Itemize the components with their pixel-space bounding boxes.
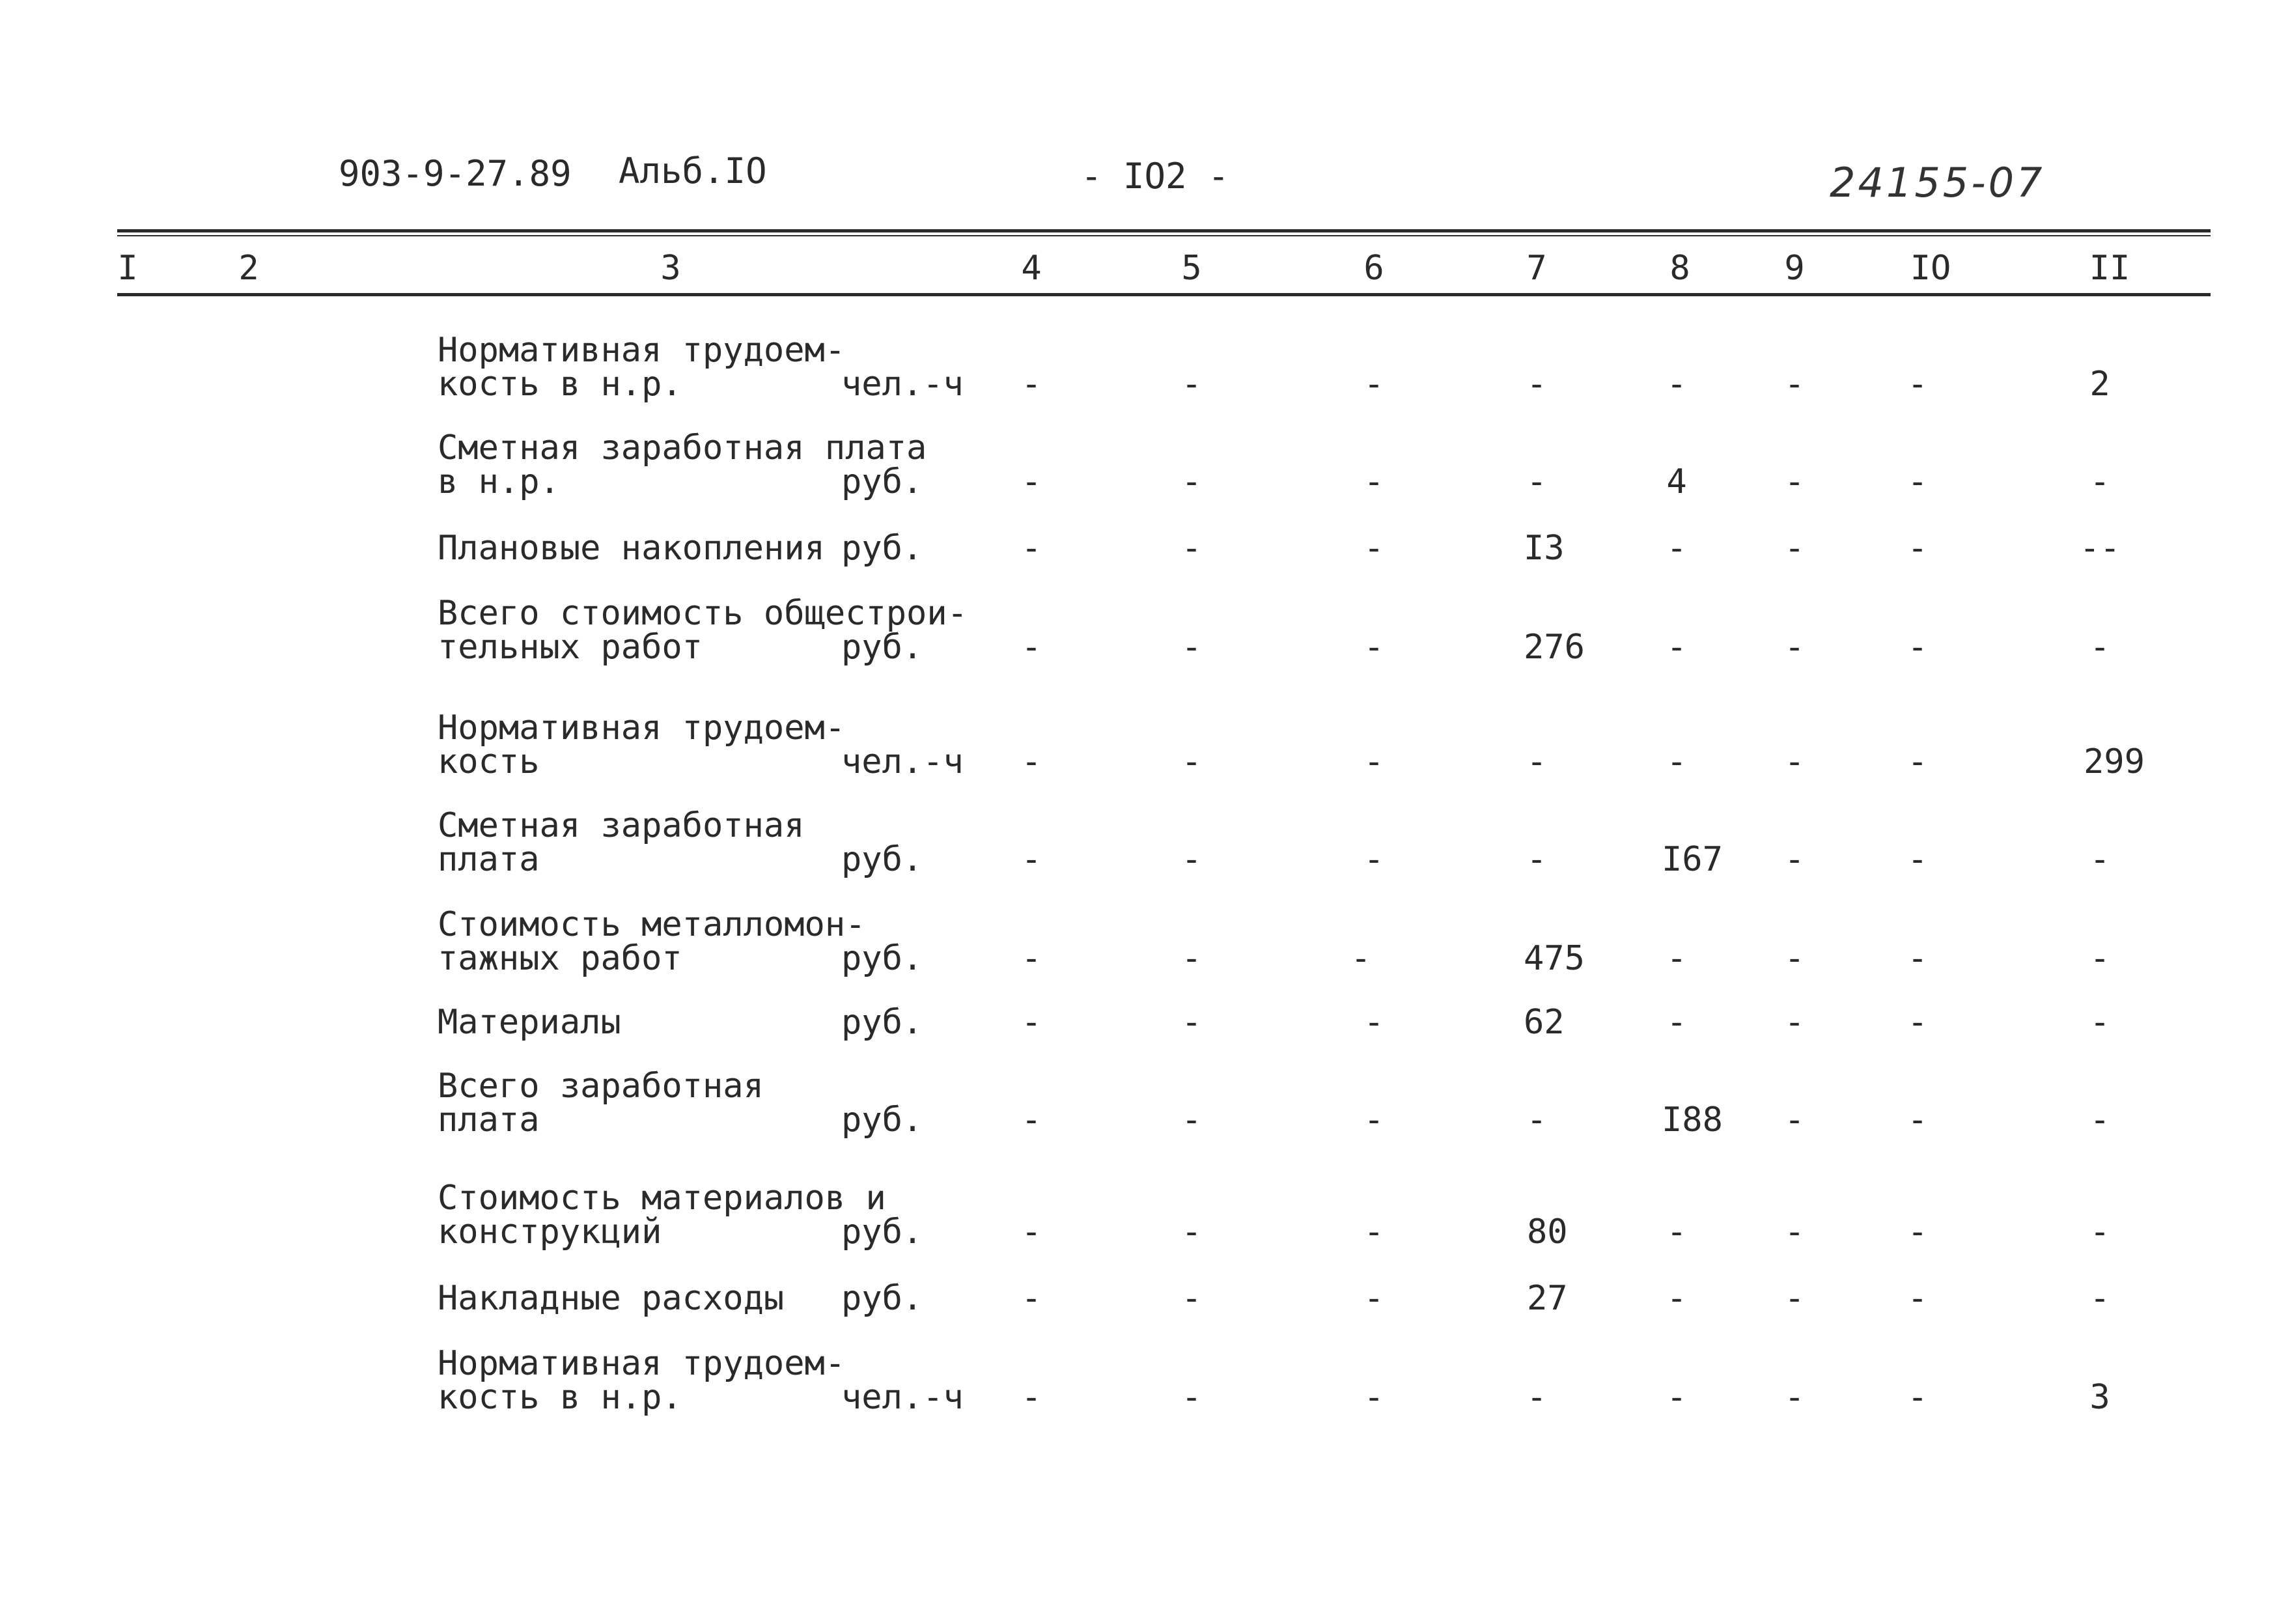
cell-col9: - (1784, 1003, 1805, 1042)
cell-col9: - (1784, 1100, 1805, 1140)
row-description-line1: Всего заработная (438, 1067, 764, 1106)
cell-col11: 2 (2089, 365, 2110, 404)
row-unit: руб. (841, 1279, 923, 1318)
cell-col9: - (1784, 742, 1805, 781)
cell-col11: - (2089, 1212, 2110, 1252)
column-number: 8 (1669, 249, 1690, 288)
cell-col5: - (1181, 1003, 1202, 1042)
row-description-line2: кость (438, 742, 540, 781)
row-unit: руб. (841, 1003, 923, 1042)
cell-col7: - (1526, 840, 1547, 879)
cell-col7: - (1526, 1100, 1547, 1140)
cell-col6: - (1363, 462, 1384, 501)
cell-col5: - (1181, 1100, 1202, 1140)
cell-col11: - (2089, 462, 2110, 501)
column-number: 2 (238, 249, 259, 288)
cell-col10: - (1907, 365, 1928, 404)
cell-col5: - (1181, 529, 1202, 568)
cell-col5: - (1181, 462, 1202, 501)
cell-col8: - (1666, 742, 1687, 781)
row-description-line2: в н.р. (438, 462, 560, 501)
column-number: I (117, 249, 138, 288)
row-description-line2: конструкций (438, 1212, 662, 1252)
cell-col4: - (1021, 1279, 1042, 1318)
cell-col7: 27 (1527, 1279, 1568, 1318)
cell-col4: - (1021, 1003, 1042, 1042)
cell-col5: - (1181, 365, 1202, 404)
cell-col5: - (1181, 1378, 1202, 1417)
cell-col6: - (1363, 1212, 1384, 1252)
row-description-line1: Плановые накопления (438, 529, 825, 568)
document-code: 903-9-27.89 (339, 153, 572, 194)
cell-col6: - (1363, 1279, 1384, 1318)
row-description-line2: тажных работ (438, 939, 682, 978)
column-number: 6 (1363, 249, 1384, 288)
cell-col6: - (1363, 529, 1384, 568)
handwritten-document-number: 24155-07 (1830, 159, 2045, 206)
cell-col10: - (1907, 742, 1928, 781)
cell-col7: - (1526, 462, 1547, 501)
cell-col4: - (1021, 742, 1042, 781)
cell-col4: - (1021, 1100, 1042, 1140)
cell-col5: - (1181, 1212, 1202, 1252)
cell-col6: - (1363, 742, 1384, 781)
cell-col11: - (2089, 1279, 2110, 1318)
cell-col6: - (1363, 840, 1384, 879)
row-unit: чел.-ч (841, 742, 964, 781)
row-description-line2: плата (438, 1100, 540, 1140)
cell-col8: - (1666, 529, 1687, 568)
row-description-line1: Нормативная трудоем- (438, 708, 846, 748)
cell-col6: - (1363, 628, 1384, 667)
cell-col10: - (1907, 1212, 1928, 1252)
cell-col4: - (1021, 840, 1042, 879)
cell-col8: - (1666, 939, 1687, 978)
cell-col5: - (1181, 939, 1202, 978)
cell-col9: - (1784, 628, 1805, 667)
cell-col5: - (1181, 1279, 1202, 1318)
cell-col10: - (1907, 840, 1928, 879)
cell-col11: -- (2079, 529, 2121, 568)
cell-col9: - (1784, 840, 1805, 879)
cell-col11: - (2089, 1003, 2110, 1042)
column-number: 7 (1526, 249, 1547, 288)
cell-col7: - (1526, 1378, 1547, 1417)
row-description-line2: кость в н.р. (438, 1378, 682, 1417)
cell-col8: I88 (1662, 1100, 1723, 1140)
column-number: 4 (1021, 249, 1042, 288)
cell-col9: - (1784, 1378, 1805, 1417)
cell-col11: 3 (2089, 1378, 2110, 1417)
cell-col9: - (1784, 365, 1805, 404)
row-description-line1: Нормативная трудоем- (438, 1344, 846, 1383)
cell-col11: - (2089, 939, 2110, 978)
album-label: Альб.IO (619, 150, 767, 191)
row-description-line2: кость в н.р. (438, 365, 682, 404)
cell-col10: - (1907, 1003, 1928, 1042)
cell-col7: - (1526, 742, 1547, 781)
cell-col5: - (1181, 628, 1202, 667)
row-description-line1: Всего стоимость общестрои- (438, 594, 968, 633)
row-description-line1: Стоимость металломон- (438, 905, 866, 944)
row-unit: чел.-ч (841, 1378, 964, 1417)
table-top-rule-thin (117, 235, 2211, 236)
cell-col9: - (1784, 1212, 1805, 1252)
cell-col10: - (1907, 462, 1928, 501)
cell-col7: 276 (1524, 628, 1585, 667)
row-unit: руб. (841, 1212, 923, 1252)
cell-col6: - (1363, 1003, 1384, 1042)
cell-col8: - (1666, 1279, 1687, 1318)
cell-col6: - (1363, 365, 1384, 404)
cell-col8: - (1666, 1378, 1687, 1417)
cell-col10: - (1907, 1378, 1928, 1417)
page-number: - IO2 - (1081, 156, 1229, 197)
row-unit: руб. (841, 628, 923, 667)
cell-col10: - (1907, 939, 1928, 978)
cell-col8: 4 (1666, 462, 1687, 501)
row-unit: чел.-ч (841, 365, 964, 404)
column-number: IO (1910, 249, 1951, 288)
column-number: 3 (660, 249, 681, 288)
cell-col9: - (1784, 1279, 1805, 1318)
cell-col10: - (1907, 529, 1928, 568)
cell-col6: - (1363, 1378, 1384, 1417)
column-number: 9 (1784, 249, 1805, 288)
cell-col11: - (2089, 628, 2110, 667)
cell-col11: 299 (2084, 742, 2145, 781)
row-description-line1: Сметная заработная плата (438, 428, 927, 468)
cell-col9: - (1784, 462, 1805, 501)
cell-col10: - (1907, 1279, 1928, 1318)
cell-col10: - (1907, 628, 1928, 667)
row-description-line2: тельных работ (438, 628, 703, 667)
cell-col9: - (1784, 939, 1805, 978)
row-unit: руб. (841, 462, 923, 501)
row-description-line1: Стоимость материалов и (438, 1179, 886, 1218)
row-unit: руб. (841, 529, 923, 568)
cell-col4: - (1021, 628, 1042, 667)
cell-col8: I67 (1662, 840, 1723, 879)
cell-col11: - (2089, 1100, 2110, 1140)
table-top-rule (117, 229, 2211, 232)
cell-col8: - (1666, 1212, 1687, 1252)
cell-col4: - (1021, 462, 1042, 501)
cell-col6: - (1350, 939, 1371, 978)
column-number: 5 (1181, 249, 1202, 288)
cell-col4: - (1021, 529, 1042, 568)
column-number: II (2089, 249, 2130, 288)
cell-col9: - (1784, 529, 1805, 568)
cell-col8: - (1666, 1003, 1687, 1042)
cell-col4: - (1021, 365, 1042, 404)
row-description-line1: Накладные расходы (438, 1279, 785, 1318)
cell-col8: - (1666, 365, 1687, 404)
row-unit: руб. (841, 939, 923, 978)
cell-col10: - (1907, 1100, 1928, 1140)
cell-col7: 80 (1527, 1212, 1568, 1252)
cell-col6: - (1363, 1100, 1384, 1140)
cell-col4: - (1021, 1212, 1042, 1252)
row-description-line1: Сметная заработная (438, 806, 805, 845)
cell-col7: I3 (1524, 529, 1565, 568)
table-header-bottom-rule (117, 293, 2211, 296)
row-description-line2: плата (438, 840, 540, 879)
cell-col7: 475 (1524, 939, 1585, 978)
cell-col5: - (1181, 840, 1202, 879)
cell-col7: - (1526, 365, 1547, 404)
cell-col4: - (1021, 1378, 1042, 1417)
cell-col8: - (1666, 628, 1687, 667)
row-description-line1: Нормативная трудоем- (438, 331, 846, 370)
cell-col7: 62 (1524, 1003, 1565, 1042)
row-description-line1: Материалы (438, 1003, 621, 1042)
cell-col4: - (1021, 939, 1042, 978)
cell-col11: - (2089, 840, 2110, 879)
row-unit: руб. (841, 840, 923, 879)
cell-col5: - (1181, 742, 1202, 781)
row-unit: руб. (841, 1100, 923, 1140)
